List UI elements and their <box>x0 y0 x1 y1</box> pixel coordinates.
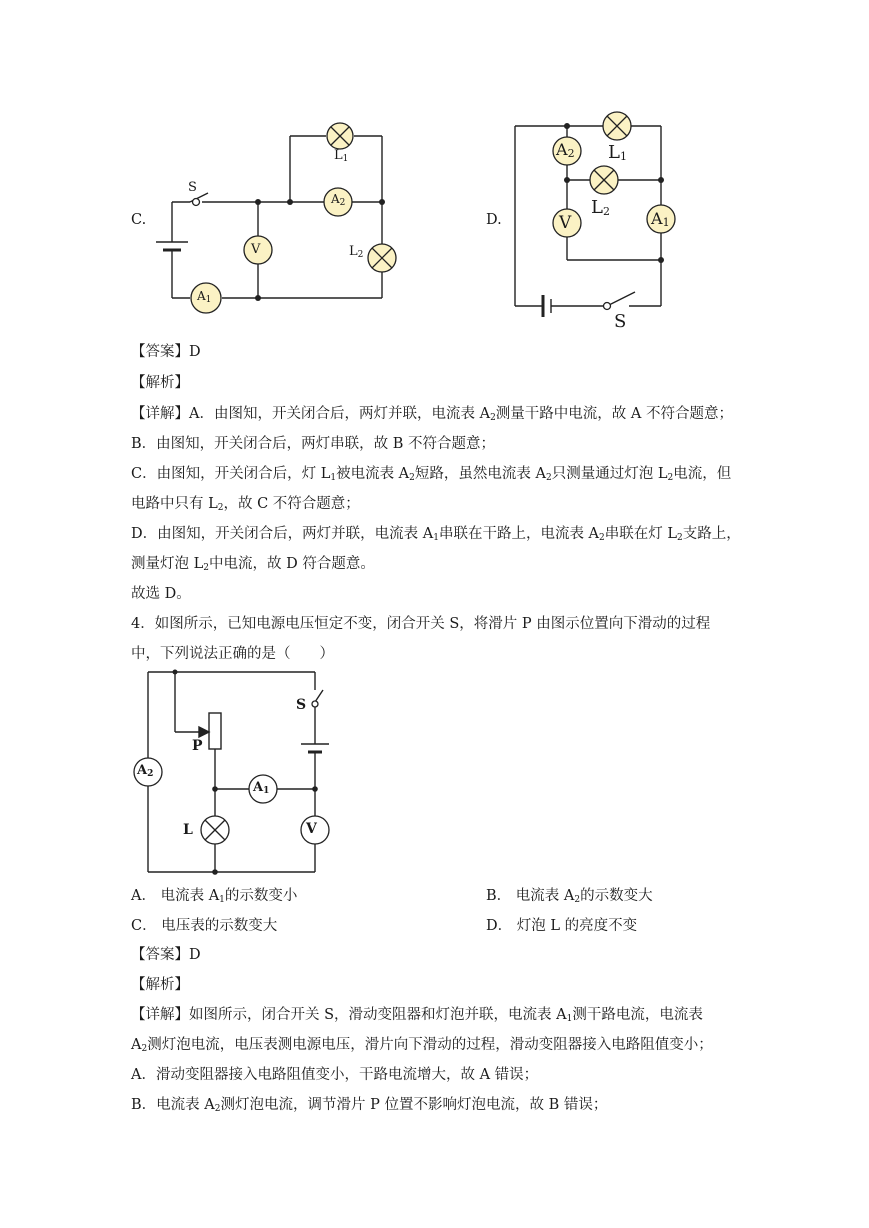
q4-option-d: D． 灯泡 L 的亮度不变 <box>486 918 638 934</box>
circuit-diagram-q4 <box>125 664 345 884</box>
q3-answer: 【答案】D <box>131 344 201 360</box>
option-d-label: D. <box>486 212 502 228</box>
lamp-l1-label: $L_1$ <box>608 142 627 163</box>
lamp-l1-icon <box>603 112 631 140</box>
ammeter-a1-label: $A_1$ <box>253 780 270 796</box>
option-c-label: C. <box>131 212 147 228</box>
switch-label: S <box>188 180 197 195</box>
q3-detail-b: B．由图知，开关闭合后，两灯串联，故 B 不符合题意； <box>131 436 496 452</box>
lamp-l1-label: $L_1$ <box>334 148 349 164</box>
q4-answer: 【答案】D <box>131 947 201 963</box>
q3-detail-d2: 测量灯泡 $L_2$中电流，故 D 符合题意。 <box>131 556 375 573</box>
lamp-l2-icon <box>368 244 396 272</box>
lamp-l-icon <box>201 816 229 844</box>
lamp-l2-icon <box>590 166 618 194</box>
ammeter-a1-label: $A_1$ <box>651 209 670 229</box>
ammeter-a2-label: $A_2$ <box>137 763 154 779</box>
q3-detail-a: 【详解】A．由图知，开关闭合后，两灯并联，电流表 $A_2$测量干路中电流，故 A 不符合题意； <box>131 406 733 423</box>
q4-option-a: A． 电流表 $A_1$的示数变小 <box>131 888 298 905</box>
q4-option-b: B． 电流表 $A_2$的示数变大 <box>486 888 653 905</box>
q4-stem-line1: 4．如图所示，已知电源电压恒定不变，闭合开关 S，将滑片 P 由图示位置向下滑动的过程 <box>131 616 711 632</box>
q4-detail-3: A．滑动变阻器接入电路阻值变小，干路电流增大，故 A 错误； <box>131 1067 539 1083</box>
switch-label: S <box>614 311 627 332</box>
q4-stem-line2: 中，下列说法正确的是（ ） <box>131 646 334 662</box>
lamp-l2-label: $L_2$ <box>349 244 364 260</box>
switch-label: S <box>296 697 307 713</box>
circuit-diagram-c <box>150 118 400 318</box>
q3-detail-d: D．由图知，开关闭合后，两灯并联，电流表 $A_1$串联在干路上，电流表 $A_2$串联在灯 $L_2$支路上， <box>131 526 741 543</box>
q4-detail-4: B．电流表 $A_2$测灯泡电流，调节滑片 P 位置不影响灯泡电流，故 B 错误； <box>131 1097 608 1114</box>
q4-detail-1: 【详解】如图所示，闭合开关 S，滑动变阻器和灯泡并联，电流表 $A_1$测干路电流，电流表 <box>131 1007 703 1024</box>
q3-analysis-tag: 【解析】 <box>131 375 189 391</box>
lamp-l2-label: $L_2$ <box>591 197 610 218</box>
ammeter-a2-label: $A_2$ <box>556 140 575 160</box>
ammeter-a1-label: $A_1$ <box>197 289 212 305</box>
q3-detail-c2: 电路中只有 $L_2$，故 C 不符合题意； <box>131 496 360 513</box>
ammeter-a2-label: $A_2$ <box>331 192 346 208</box>
q4-analysis-tag: 【解析】 <box>131 977 189 993</box>
q4-detail-2: $A_2$测灯泡电流，电压表测电源电压，滑片向下滑动的过程，滑动变阻器接入电路阻值变小； <box>131 1037 713 1054</box>
lamp-label: L <box>183 822 193 838</box>
q4-option-c: C． 电压表的示数变大 <box>131 918 278 934</box>
voltmeter-label: V <box>251 242 261 257</box>
slider-label: P <box>192 738 203 754</box>
q3-conclusion: 故选 D。 <box>131 586 191 602</box>
voltmeter-label: V <box>559 213 572 233</box>
voltmeter-label: V <box>306 821 317 837</box>
lamp-l1-icon <box>327 123 353 149</box>
q3-detail-c: C．由图知，开关闭合后，灯 $L_1$被电流表 $A_2$短路，虽然电流表 $A_2$只测量通过灯泡 $L_2$电流，但 <box>131 466 732 483</box>
